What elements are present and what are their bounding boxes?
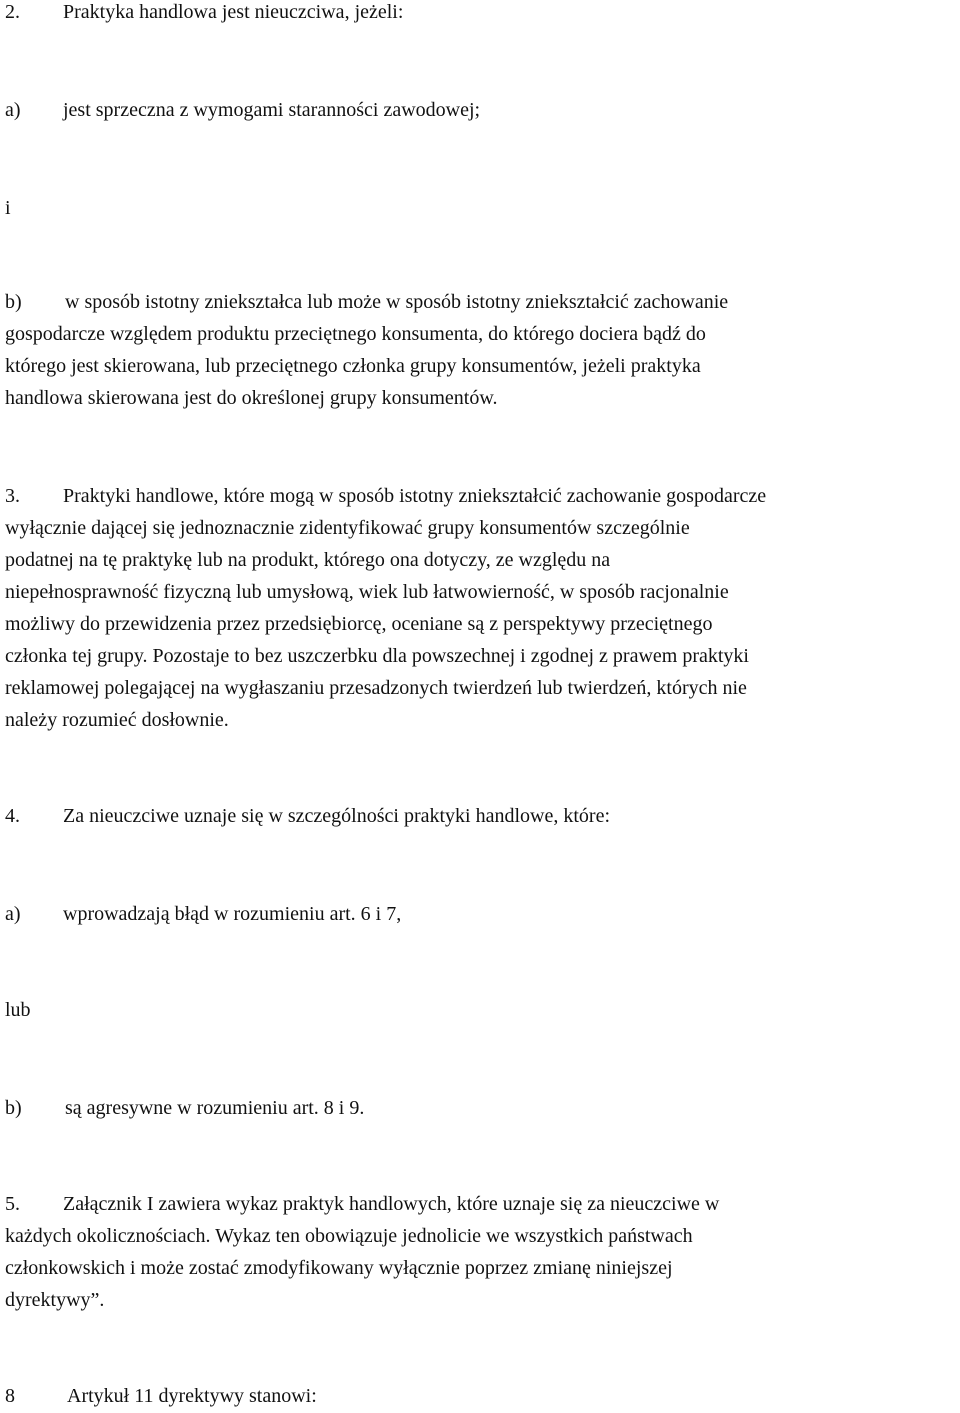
item-3-line-7: reklamowej polegającej na wygłaszaniu przesadzonych twierdzeń lub twierdzeń, których nie — [5, 677, 747, 699]
item-4-heading — [5, 804, 610, 828]
item-5-line-2: każdych okolicznościach. Wykaz ten obowiązuje jednolicie we wszystkich państwach — [5, 1225, 693, 1247]
item-3-line-4: niepełnosprawność fizyczną lub umysłową, wiek lub łatwowierność, w sposób racjonalnie — [5, 581, 729, 603]
item-5-line-1 — [5, 1192, 719, 1216]
item-2b-text-1: w sposób istotny zniekształca lub może w sposób istotny zniekształcić zachowanie — [65, 291, 729, 313]
item-8-heading — [5, 1384, 317, 1408]
item-5-line-4: dyrektywy”. — [5, 1289, 105, 1311]
item-2b-line-3: którego jest skierowana, lub przeciętnego członka grupy konsumentów, jeżeli praktyka — [5, 355, 701, 377]
item-2-heading — [5, 0, 403, 24]
item-4b-text: są agresywne w rozumieniu art. 8 i 9. — [65, 1097, 365, 1119]
item-8-number: 8 — [5, 1385, 15, 1407]
item-2-text: Praktyka handlowa jest nieuczciwa, jeżeli: — [63, 1, 404, 23]
item-2-conjunction: i — [5, 197, 11, 219]
item-2b-line-2: gospodarcze względem produktu przeciętnego konsumenta, do którego dociera bądź do — [5, 323, 706, 345]
item-8-text: Artykuł 11 dyrektywy stanowi: — [67, 1385, 317, 1407]
item-4a — [5, 902, 401, 926]
item-5-line-3: członkowskich i może zostać zmodyfikowany wyłącznie poprzez zmianę niniejszej — [5, 1257, 673, 1279]
item-2b-line-1 — [5, 290, 728, 314]
item-3-text-1: Praktyki handlowe, które mogą w sposób istotny zniekształcić zachowanie gospodarcze — [63, 485, 767, 507]
item-4a-marker: a) — [5, 903, 21, 925]
item-2a-marker: a) — [5, 99, 21, 121]
item-2-number: 2. — [5, 1, 20, 23]
item-4-conjunction: lub — [5, 999, 31, 1021]
item-2a-text: jest sprzeczna z wymogami staranności zawodowej; — [63, 99, 481, 121]
item-4a-text: wprowadzają błąd w rozumieniu art. 6 i 7, — [63, 903, 402, 925]
item-3-line-5: możliwy do przewidzenia przez przedsiębiorcę, oceniane są z perspektywy przeciętnego — [5, 613, 713, 635]
item-4-text: Za nieuczciwe uznaje się w szczególności praktyki handlowe, które: — [63, 805, 611, 827]
item-3-line-1 — [5, 484, 766, 508]
item-5-text-1: Załącznik I zawiera wykaz praktyk handlowych, które uznaje się za nieuczciwe w — [63, 1193, 720, 1215]
item-3-line-6: członka tej grupy. Pozostaje to bez uszczerbku dla powszechnej i zgodnej z prawem praktyki — [5, 645, 749, 667]
item-4b-marker: b) — [5, 1097, 22, 1119]
item-2a — [5, 98, 480, 122]
item-3-line-3: podatnej na tę praktykę lub na produkt, którego ona dotyczy, ze względu na — [5, 549, 611, 571]
item-4b — [5, 1096, 364, 1120]
item-5-number: 5. — [5, 1193, 20, 1215]
item-3-line-2: wyłącznie dającej się jednoznacznie zidentyfikować grupy konsumentów szczególnie — [5, 517, 690, 539]
item-2b-marker: b) — [5, 291, 22, 313]
item-4-number: 4. — [5, 805, 20, 827]
item-3-number: 3. — [5, 485, 20, 507]
item-3-line-8: należy rozumieć dosłownie. — [5, 709, 229, 731]
item-2b-line-4: handlowa skierowana jest do określonej grupy konsumentów. — [5, 387, 498, 409]
